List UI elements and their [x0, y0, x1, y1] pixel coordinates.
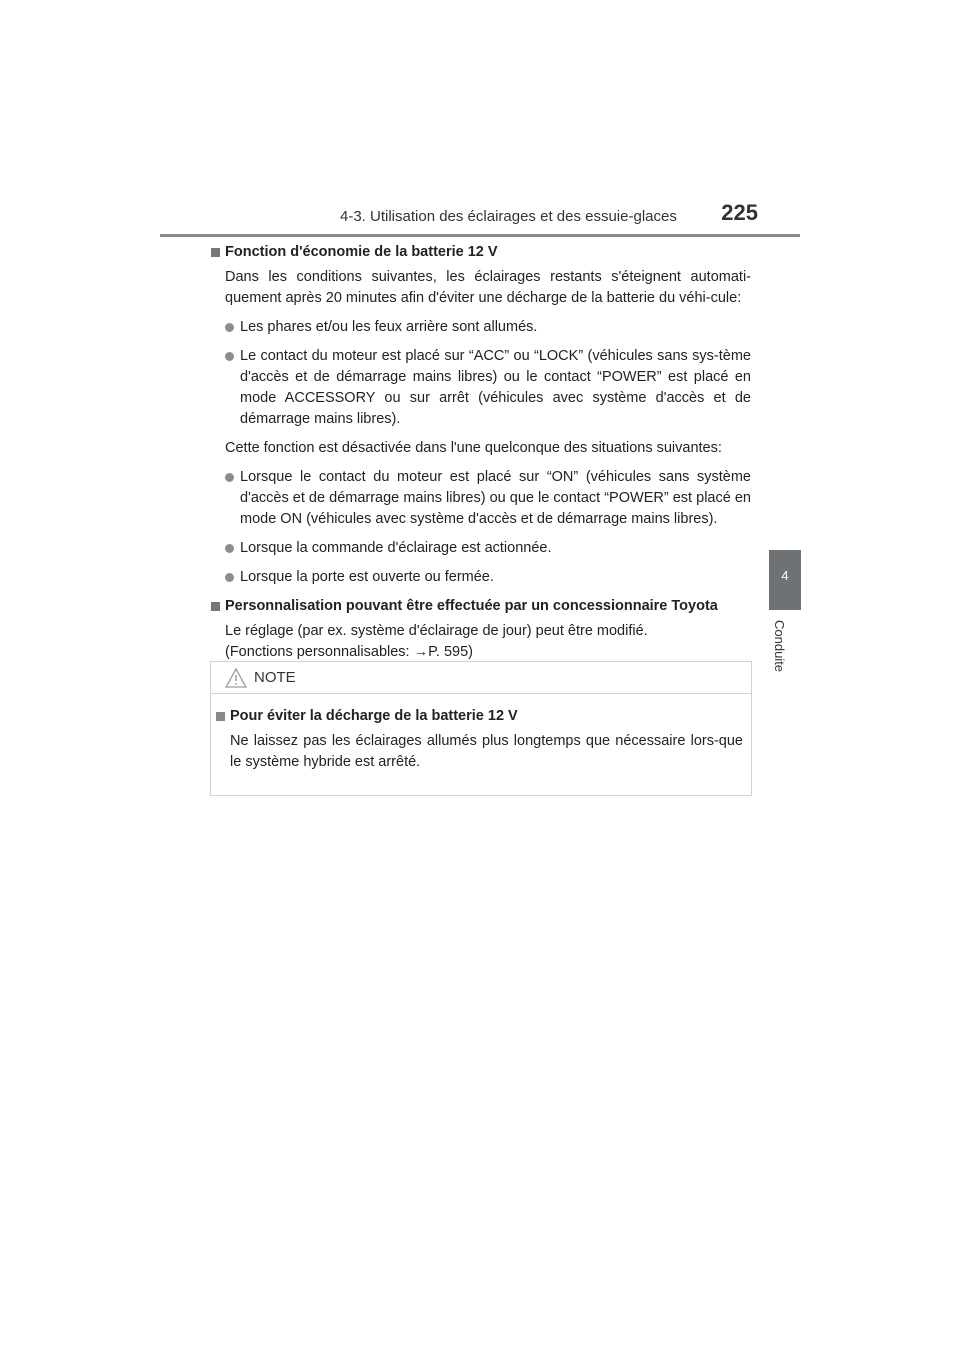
square-bullet-icon: [211, 602, 220, 611]
note-body: [211, 694, 751, 795]
list-item-text: Lorsque le contact du moteur est placé sur “ON” (véhicules sans système d'accès et de démarrage mains libres) ou que le contact “POWER” est placé en mode ON (véhicules avec système d'accès et de démarrage mains libres).: [240, 469, 751, 527]
bullet-dot-icon: [225, 352, 234, 361]
section-title: 4-3. Utilisation des éclairages et des essuie-glaces: [340, 208, 677, 225]
section-heading: [211, 242, 751, 263]
list-item: [225, 467, 751, 530]
list-item-text: Lorsque la commande d'éclairage est actionnée.: [240, 540, 552, 556]
page-header: [160, 200, 800, 237]
square-bullet-icon: [216, 712, 225, 721]
list-item-text: Le contact du moteur est placé sur “ACC” ou “LOCK” (véhicules sans sys-tème d'accès et de démarrage mains libres) ou le contact “POWER” est placé en mode ACCESSORY ou sur arrêt (véhicules avec système d'accès et de démarrage mains libres).: [240, 348, 751, 427]
bullet-dot-icon: [225, 573, 234, 582]
note-heading-text: Pour éviter la décharge de la batterie 12 V: [230, 708, 518, 724]
bullet-dot-icon: [225, 544, 234, 553]
paragraph: Le réglage (par ex. système d'éclairage de jour) peut être modifié.: [225, 623, 648, 639]
chapter-label-text: Conduite: [772, 620, 787, 673]
list-item-text: Les phares et/ou les feux arrière sont allumés.: [240, 319, 538, 335]
main-content: [211, 242, 751, 663]
chapter-label: [760, 620, 810, 680]
warning-triangle-icon: [225, 668, 247, 688]
note-heading: [216, 706, 743, 727]
chapter-tab[interactable]: 4: [769, 550, 801, 610]
section-heading: [211, 596, 751, 617]
note-text: Ne laissez pas les éclairages allumés plus longtemps que nécessaire lors-que le système hybride est arrêté.: [230, 733, 743, 770]
square-bullet-icon: [211, 248, 220, 257]
list-item: [225, 567, 751, 588]
page-reference[interactable]: (Fonctions personnalisables: →P. 595): [225, 644, 473, 660]
paragraph: Dans les conditions suivantes, les éclairages restants s'éteignent automati-quement après 20 minutes afin d'éviter une décharge de la batterie du véhi-cule:: [225, 269, 751, 306]
section-heading-text: Personnalisation pouvant être effectuée par un concessionnaire Toyota: [225, 598, 718, 614]
section-heading-text: Fonction d'économie de la batterie 12 V: [225, 244, 498, 260]
paragraph: Cette fonction est désactivée dans l'une quelconque des situations suivantes:: [225, 440, 722, 456]
list-item: [225, 346, 751, 430]
note-label: NOTE: [254, 669, 296, 686]
list-item-text: Lorsque la porte est ouverte ou fermée.: [240, 569, 494, 585]
note-box: [210, 661, 752, 796]
bullet-dot-icon: [225, 473, 234, 482]
note-header: [211, 662, 751, 694]
list-item: [225, 538, 751, 559]
bullet-dot-icon: [225, 323, 234, 332]
page-number: 225: [721, 200, 758, 225]
list-item: [225, 317, 751, 338]
